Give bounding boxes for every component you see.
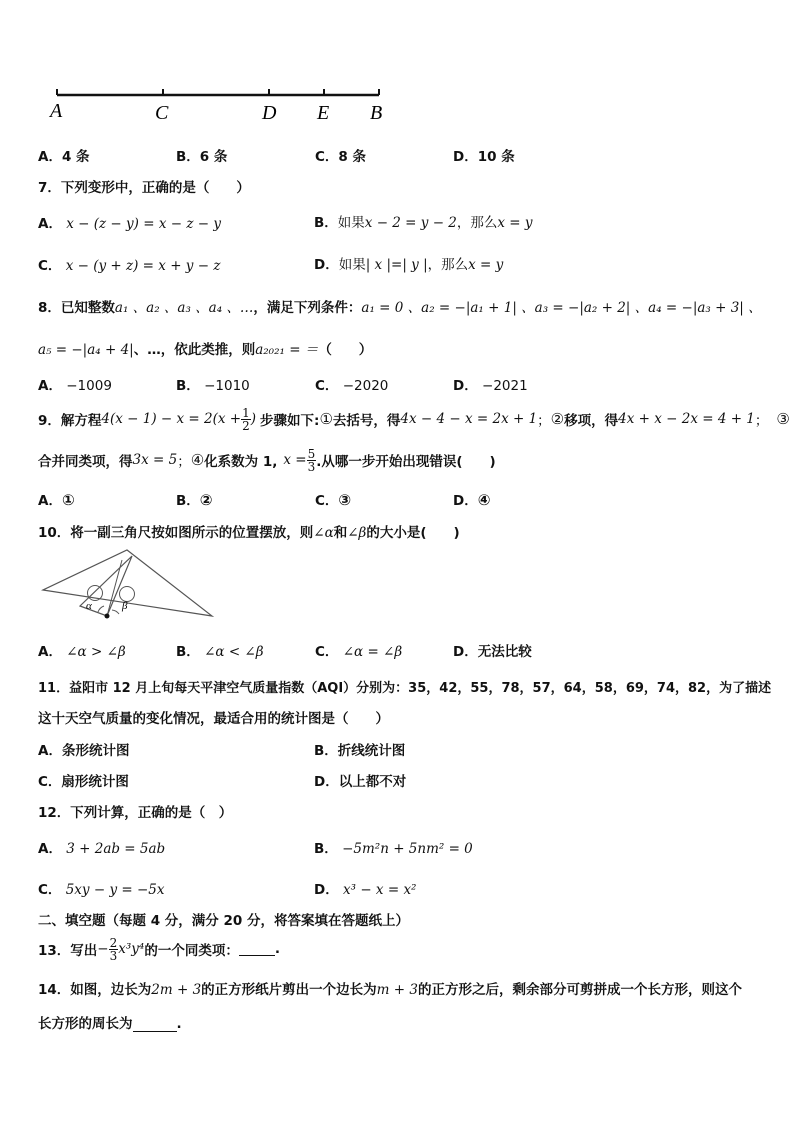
q9-option-b: B．②: [176, 491, 213, 509]
q6-option-b: B．6 条: [176, 149, 228, 165]
point-label-e: E: [317, 102, 330, 124]
answer-blank[interactable]: [239, 943, 275, 956]
triangle-rulers-figure: [40, 548, 220, 623]
q8-option-d: D． −2021: [453, 378, 528, 394]
q10-option-c: C． ∠α = ∠β: [315, 644, 403, 660]
q11-option-a: A．条形统计图: [38, 743, 130, 759]
q12-option-d: D． x³ − x = x²: [314, 882, 417, 898]
q8-stem-line2: a₅ = −|a₄ + 4|、…，依此类推，则a₂₀₂₁ = ＝（ ）: [38, 342, 373, 358]
point-label-a: A: [50, 100, 63, 122]
q7-option-b: B．如果x − 2 = y − 2，那么x = y: [314, 215, 533, 231]
q14-stem-line1: 14．如图，边长为2m + 3的正方形纸片剪出一个边长为m + 3的正方形之后，剩余部分可剪拼成一个长方形，则这个: [38, 982, 742, 998]
q12-stem: 12．下列计算，正确的是（ ）: [38, 805, 233, 821]
q11-option-d: D．以上都不对: [314, 774, 407, 790]
q7-option-c: C． x − (y + z) = x + y − z: [38, 258, 221, 274]
q9-stem-line1: 9． 解方程 4(x − 1) − x = 2(x + $\frac{1}{2}$ ) 步骤如下: ① 去括号，得 4x − 4 − x = 2x + 1 ； ② 移项，得 4x + x − 2x = 4 + 1 ； ③: [38, 405, 790, 433]
q11-stem-line2: 这十天空气质量的变化情况，最适合用的统计图是（ ）: [38, 711, 389, 727]
q13-fraction: $\frac{2}{3}$: [109, 935, 118, 963]
q8-option-c: C． −2020: [315, 378, 389, 394]
q6-option-c: C．8 条: [315, 149, 367, 165]
answer-blank[interactable]: [133, 1017, 177, 1032]
q9-option-d: D．④: [453, 491, 491, 509]
q12-option-b: B． −5m²n + 5nm² = 0: [314, 841, 473, 857]
beta-label: β: [122, 600, 128, 612]
q7-option-a: A． x − (z − y) = x − z − y: [38, 216, 221, 232]
section-title: 二、填空题（每题 4 分，满分 20 分，将答案填在答题纸上）: [38, 913, 409, 929]
q9-option-a: A．①: [38, 491, 75, 509]
point-label-c: C: [155, 102, 169, 124]
q7-stem: 7．下列变形中，正确的是（ ）: [38, 180, 250, 196]
line-segment-figure: [40, 80, 400, 130]
q9-stem-line2: 合并同类项，得 3x = 5 ； ④ 化系数为 1, x = $\frac{5}{3}$ .从哪一步开始出现错误( ): [38, 446, 496, 474]
q9-option-c: C．③: [315, 491, 352, 509]
q14-stem-line2: 长方形的周长为 .: [38, 1016, 182, 1032]
point-label-d: D: [262, 102, 277, 124]
q12-option-c: C． 5xy − y = −5x: [38, 882, 165, 898]
q13-stem: 13． 写出 − $\frac{2}{3}$ x³y⁴ 的一个同类项： .: [38, 935, 280, 963]
q9-fraction: $\frac{1}{2}$: [242, 405, 250, 433]
q6-option-a: A．4 条: [38, 149, 90, 165]
q11-option-c: C．扇形统计图: [38, 774, 129, 790]
q7-option-d: D．如果| x |=| y |，那么x = y: [314, 257, 504, 273]
alpha-label: α: [86, 600, 92, 612]
q9-answer-fraction: $\frac{5}{3}$: [307, 446, 316, 474]
point-label-b: B: [370, 102, 383, 124]
q11-stem-line1: 11．益阳市 12 月上旬每天平津空气质量指数（AQI）分别为：35，42，55，78，57，64，58，69，74，82，为了描述: [38, 681, 772, 696]
q6-option-d: D．10 条: [453, 149, 515, 165]
q10-option-d: D．无法比较: [453, 644, 532, 660]
q8-option-a: A． −1009: [38, 378, 112, 394]
q10-stem: 10．将一副三角尺按如图所示的位置摆放，则∠α和∠β的大小是( ): [38, 525, 460, 541]
q10-option-a: A． ∠α > ∠β: [38, 644, 126, 660]
q10-option-b: B． ∠α < ∠β: [176, 644, 264, 660]
q12-option-a: A． 3 + 2ab = 5ab: [38, 841, 166, 857]
q11-option-b: B．折线统计图: [314, 743, 406, 759]
q8-stem-line1: 8．已知整数a₁ 、a₂ 、a₃ 、a₄ 、…，满足下列条件：a₁ = 0 、a₂ = −|a₁ + 1| 、a₃ = −|a₂ + 2| 、a₄ = −|a₃ + 3| 、: [38, 300, 762, 316]
q8-option-b: B． −1010: [176, 378, 250, 394]
